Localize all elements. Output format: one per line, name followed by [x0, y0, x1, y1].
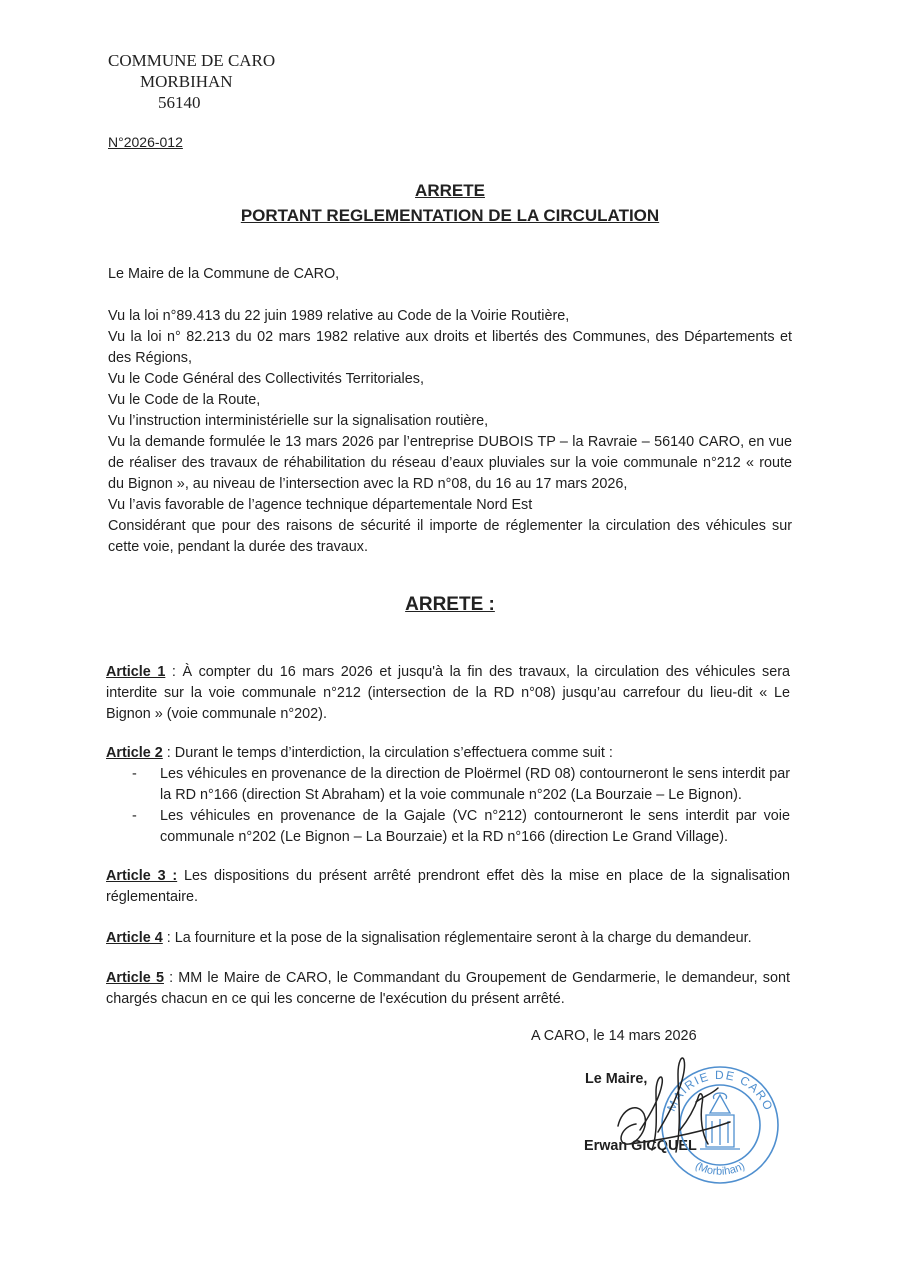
considerant-item: Vu le Code de la Route,: [108, 392, 261, 408]
article-4: [106, 928, 790, 949]
svg-text:(Morbihan): (Morbihan): [693, 1160, 747, 1178]
article-5: [106, 968, 790, 1010]
place-and-date: A CARO, le 14 mars 2026: [531, 1028, 697, 1044]
svg-text:MAIRIE DE CARO: MAIRIE DE CARO: [664, 1067, 776, 1114]
article-separator: [177, 868, 184, 884]
arrete-heading: ARRETE :: [405, 594, 495, 615]
article-text: Durant le temps d’interdiction, la circulation s’effectuera comme suit :: [174, 745, 613, 761]
considerant-item: Vu la loi n°89.413 du 22 juin 1989 relative au Code de la Voirie Routière,: [108, 308, 570, 324]
article-label: Article 3 :: [106, 868, 178, 884]
mayor-title: Le Maire,: [585, 1071, 648, 1087]
article-3: [106, 866, 790, 908]
considerants-list: [108, 306, 792, 558]
mayor-name: Erwan GICQUEL: [584, 1138, 697, 1154]
bullet-dash: -: [132, 766, 137, 782]
article-label: Article 5: [106, 970, 164, 986]
considerant-item: Vu la demande formulée le 13 mars 2026 par l’entreprise DUBOIS TP – la Ravraie – 56140 CARO, en vue de réaliser des travaux de réhabilitation du réseau d’eaux pluviales sur la voie communale n°212 « route du Bignon », au niveau de l’intersection avec la RD n°08, du 16 au 17 mars 2026,: [108, 434, 792, 492]
considerant-item: Vu l’avis favorable de l’agence technique départementale Nord Est: [108, 497, 533, 513]
article-1: [106, 662, 790, 725]
detour-text: Les véhicules en provenance de la direction de Ploërmel (RD 08) contourneront le sens interdit par la RD n°166 (direction St Abraham) et la voie communale n°202 (La Bourzaie – Le Bignon).: [160, 766, 790, 803]
detour-list: [106, 764, 790, 848]
article-separator: :: [163, 970, 179, 986]
commune-name: COMMUNE DE CARO: [108, 51, 276, 70]
detour-text: Les véhicules en provenance de la Gajale (VC n°212) contourneront le sens interdit par voie communale n°202 (Le Bignon – La Bourzaie) et la RD n°166 (direction Le Grand Village).: [160, 808, 790, 845]
article-label: Article 4: [106, 930, 163, 946]
article-label: Article 2: [106, 745, 163, 761]
bullet-dash: -: [132, 808, 137, 824]
article-text: Les dispositions du présent arrêté prendront effet dès la mise en place de la signalisation réglementaire.: [106, 868, 790, 905]
postal-code: 56140: [158, 93, 201, 112]
article-text: La fourniture et la pose de la signalisation réglementaire seront à la charge du demandeur.: [174, 930, 752, 946]
department-name: MORBIHAN: [140, 72, 233, 91]
article-text: À compter du 16 mars 2026 et jusqu'à la fin des travaux, la circulation des véhicules sera interdite sur la voie communale n°212 (intersection de la RD n°08) jusqu’au carrefour du lieu-dit « Le Bignon » (voie communale n°202).: [106, 664, 790, 722]
article-text: MM le Maire de CARO, le Commandant du Groupement de Gendarmerie, le demandeur, sont chargés chacun en ce qui les concerne de l'exécution du présent arrêté.: [106, 970, 790, 1007]
mayor-intro: Le Maire de la Commune de CARO,: [108, 266, 340, 282]
considerant-item: Vu le Code Général des Collectivités Territoriales,: [108, 371, 424, 387]
mayor-signature-icon: [600, 1048, 750, 1178]
list-item: [106, 764, 790, 806]
article-separator: :: [165, 664, 183, 680]
article-label: Article 1: [106, 664, 166, 680]
article-separator: :: [162, 930, 175, 946]
document-subtitle: PORTANT REGLEMENTATION DE LA CIRCULATION: [240, 206, 660, 225]
considerant-item: Vu l’instruction interministérielle sur la signalisation routière,: [108, 413, 489, 429]
article-2: [106, 743, 790, 848]
document-title: ARRETE: [415, 181, 485, 200]
considerant-item: Vu la loi n° 82.213 du 02 mars 1982 relative aux droits et libertés des Communes, des Départements et des Régions,: [108, 329, 792, 366]
decree-reference-number: N°2026-012: [108, 134, 183, 150]
commune-header: [108, 50, 275, 113]
article-separator: :: [162, 745, 175, 761]
list-item: [106, 806, 790, 848]
considerant-item: Considérant que pour des raisons de sécurité il importe de réglementer la circulation des véhicules sur cette voie, pendant la durée des travaux.: [108, 518, 792, 555]
